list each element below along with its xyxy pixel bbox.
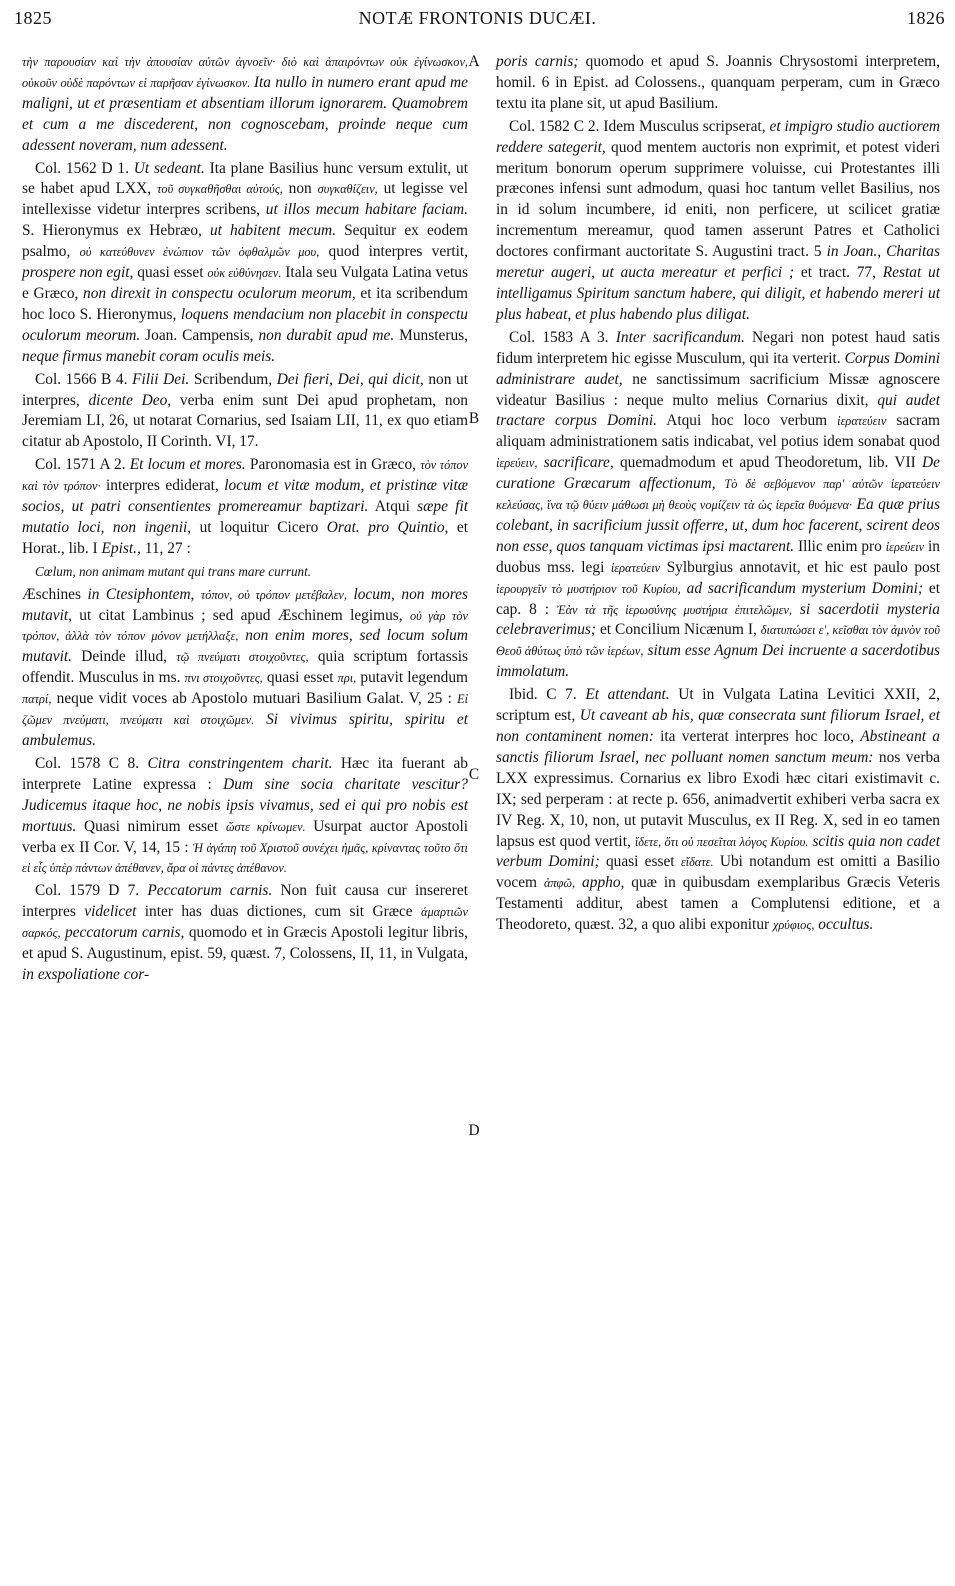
italic-text: non direxit in conspectu oculorum meorum, <box>83 284 356 302</box>
text-run: et cap. 8 : <box>496 579 940 618</box>
italic-text: Si vivimus spiritu, spiritu et ambulemus. <box>22 711 468 749</box>
italic-text: in exspoliatione cor- <box>22 965 150 983</box>
text-run: verba enim sunt Dei apud prophetam, non Jeremiam LI, 26, ut notarat Cornarius, sed Isaiam LII, 11, ex quo etiam citatur ab Apostolo, II Corinth. VI, 17. <box>22 391 468 451</box>
paragraph <box>22 370 468 454</box>
text-run: Sylburgius annotavit, et hic est paulo post <box>660 558 940 576</box>
text-run: 11, 27 : <box>140 539 191 557</box>
italic-text: in Ctesiphontem, <box>87 585 195 603</box>
paragraph <box>22 585 468 752</box>
greek-text: Τὸ δὲ σεβόμενον παρ' αὐτῶν ἱερατεύειν κελεύσας, ἵνα τῷ θύειν μάθωσι μὴ θεοὺς νομίζειν τὰ ὡς ἱερεῖα θυόμενα· <box>496 477 940 513</box>
text-run: putavit legendum <box>356 669 468 687</box>
paragraph <box>496 328 940 683</box>
text-run: et Horat., lib. I <box>22 518 468 557</box>
greek-text: πατρί, <box>22 692 52 707</box>
verse-quotation: Cœlum, non animam mutant qui trans mare currunt. <box>35 563 312 579</box>
greek-text: ἱερεύειν, <box>496 456 538 471</box>
greek-text: πνι στοιχοῦντες, <box>184 671 263 686</box>
italic-text: Abstineant a sanctis filiorum Israel, nec polluant nomen sanctum meum: <box>496 728 941 766</box>
italic-text: Ita nullo in numero erant apud me maligni, ut et præsentiam et absentiam illorum ignorarem. Quamobrem et cum a me discederent, non cognoscebam, proinde neque cum adessent noveram, num adessent. <box>22 73 468 154</box>
text-run: sacram aliquam administrationem satis indicabat, vel potius idem sonabat quod <box>496 412 941 451</box>
greek-text: ἱερεύειν <box>885 539 925 554</box>
text-run: ut loquitur Cicero <box>191 518 327 536</box>
paragraph <box>22 881 468 986</box>
italic-text: neque firmus manebit coram oculis meis. <box>22 347 276 365</box>
text-run: Col. 1571 A 2. <box>35 456 130 474</box>
italic-text: Ea quæ prius colebant, in sacrificium jussit offerre, ut, dum hoc facerent, scirent deos non esse, quos tanquam victimas ipsi mactarent. <box>496 496 940 555</box>
text-run: Col. 1579 D 7. <box>35 882 148 900</box>
italic-text: locum et vitæ modum, et pristinæ vitæ socios, ut patri consentientes promereamur baptizari. <box>22 477 469 516</box>
italic-text: ad sacrificandum mysterium Domini; <box>686 579 924 597</box>
greek-text: ἀπφῶ, <box>543 876 576 891</box>
greek-text: Εἰ ζῶμεν πνεύματι, πνεύματι καὶ στοιχῶμεν. <box>22 692 468 728</box>
text-run: Col. 1578 C 8. <box>35 754 148 772</box>
text-run: Ibid. C 7. <box>509 686 586 704</box>
italic-text: Orat. pro Quintio, <box>326 518 449 536</box>
margin-marker-c: C <box>468 766 480 783</box>
italic-text: Et attendant. <box>585 686 670 704</box>
text-run: interpres ediderat, <box>100 477 225 495</box>
text-run: non <box>282 180 318 198</box>
text-run: neque vidit voces ab Apostolo mutuari Basilium Galat. V, 25 : <box>51 690 458 708</box>
text-run: Col. 1582 C 2. Idem Musculus scripserat, <box>509 117 770 135</box>
italic-text: occultus. <box>818 916 874 934</box>
text-run: quasi esset <box>262 669 338 687</box>
text-run: quæ in quibusdam exemplaribus Græcis Veteris Testamenti additur, abest tamen a Complutensi editione, et a Theodoreto, quæst. 32, a quo alibi exponitur <box>496 874 940 934</box>
greek-text: τὴν παρουσίαν καὶ τὴν ἀπουσίαν αὐτῶν ἀγνοεῖν· διὸ καὶ ἀπαιρόντων οὐκ ἐγίνωσκον, οὐκοῦν οὐδὲ παρόντων εἰ παρῆσαν ἐγίνωσκον. <box>22 55 468 90</box>
text-run: Non fuit causa cur insereret interpres <box>22 882 468 921</box>
left-column <box>22 52 468 986</box>
paragraph <box>22 52 468 157</box>
text-run: quod interpres vertit, <box>319 243 469 261</box>
text-run <box>254 711 266 728</box>
text-run: Scribendum, <box>189 370 277 388</box>
paragraph <box>22 159 468 368</box>
italic-text: si sacerdotii mysteria celebraverimus; <box>496 600 940 639</box>
right-column <box>496 52 940 936</box>
text-run: Paronomasia est in Græco, <box>245 456 421 474</box>
text-run: Illic enim pro <box>794 537 886 555</box>
italic-text: Dum sine socia charitate vescitur? Judicemus itaque hoc, ne nobis ipsis vivamus, sed ei qui pro nobis est mortuus. <box>22 775 468 835</box>
italic-text: De curatione Græcarum affectionum, <box>496 454 940 493</box>
italic-text: qui audet tractare corpus Domini. <box>496 391 940 430</box>
greek-text: εἴδατε. <box>680 855 714 870</box>
italic-text: ut habitent mecum. <box>209 222 336 240</box>
text-run: Deinde illud, <box>72 648 177 666</box>
page-number-left: 1825 <box>14 8 52 28</box>
text-run: quemadmodum et apud Theodoretum, lib. VII <box>613 454 923 472</box>
greek-text: τοῦ συγκαθῆσθαι αὐτούς, <box>157 182 283 197</box>
italic-text: videlicet <box>84 903 137 921</box>
italic-text: Filii Dei. <box>132 370 190 388</box>
greek-text: ὥστε κρίνωμεν. <box>225 819 306 834</box>
paragraph <box>22 455 468 560</box>
text-run: Atqui hoc loco verbum <box>657 412 838 430</box>
italic-text: situm esse Agnum Dei incruente a sacerdotibus immolatum. <box>496 642 941 681</box>
text-run: Col. 1562 D 1. <box>35 159 134 177</box>
text-run: ne sanctissimum sacrificium Missæ agnoscere videatur Basilius : neque multo melius Cornarius dixit, <box>496 370 941 409</box>
greek-text: χρύφιος, <box>773 918 815 933</box>
text-run: quod mentem auctoris non exprimit, et potest videri meritum bonorum operum supprimere voluisse, cui Protestantes illi præcones infensi sunt admodum, quasi hoc tantum vellet Basilius, nos in id solum incumbere, id eniti, non perficere, ut scilicet gratiæ incrementum mereamur, quod tamen asserunt Patres et Catholici doctores confirmant auctoritate S. Augustini tract. 5 <box>496 138 940 261</box>
greek-text: διατυπώσει ε', κεῖσθαι τὸν ἀμνὸν τοῦ Θεοῦ ἀθύτως ὑπὸ τῶν ἱερέων, <box>496 623 941 659</box>
greek-text: ἁμαρτιῶν σαρκός, <box>22 905 468 941</box>
italic-text: prospere non egit, <box>22 264 134 282</box>
running-title: NOTÆ FRONTONIS DUCÆI. <box>358 8 597 28</box>
text-run: Ut in Vulgata Latina Levitici XXII, 2, scriptum est, <box>496 686 940 725</box>
paragraph <box>496 52 940 115</box>
text-run: in duobus mss. legi <box>496 537 940 576</box>
text-run: quomodo et apud S. Joannis Chrysostomi interpretem, homil. 6 in Epist. ad Colossens., quanquam perperam, cum in Græco textu ita plane sit, ut apud Basilium. <box>496 53 940 112</box>
greek-text: ἴδετε, ὅτι οὐ πεσεῖται λόγος Κυρίου. <box>634 834 809 849</box>
greek-text: πρι, <box>337 671 357 686</box>
text-run: et tract. 77, <box>794 264 883 282</box>
italic-text: in Joan., Charitas meretur augeri, ut aucta mereatur et perfici ; <box>496 243 940 282</box>
greek-text: ἱερουργεῖν τὸ μυστήριον τοῦ Κυρίου, <box>496 581 681 596</box>
margin-marker-d: D <box>468 1122 480 1139</box>
italic-text: non durabit apud me. <box>258 326 395 344</box>
italic-text: non enim mores, sed locum solum mutavit. <box>22 627 468 666</box>
text-run: Æschines <box>22 585 88 603</box>
italic-text: Ut sedeant. <box>133 159 205 177</box>
italic-text: peccatorum carnis, <box>64 924 185 942</box>
italic-text: loquens mendacium non placebit in conspectu oculorum meorum. <box>22 305 468 344</box>
text-run: ita verterat interpres hoc loco, <box>653 728 861 745</box>
italic-text: Ut caveant ab his, quæ consecrata sunt filiorum Israel, et non contaminent nomen: <box>496 707 940 745</box>
paragraph <box>22 754 468 879</box>
greek-text: οὐ γὰρ τὸν τρόπον, ἀλλὰ τὸν τόπον μόνον μετήλλαξε, <box>22 608 468 644</box>
text-run: Hæc ita fuerant ab interprete Latine expressa : <box>22 754 468 793</box>
text-run: Joan. Campensis, <box>140 326 259 344</box>
greek-text: ἱερατεύειν <box>837 414 887 429</box>
italic-text: Inter sacrificandum. <box>615 328 745 346</box>
italic-text: et impigro studio auctiorem reddere sategerit, <box>496 117 941 156</box>
text-run: Quasi nimirum esset <box>76 817 226 835</box>
italic-text: Et locum et mores. <box>129 456 246 474</box>
italic-text: Restat ut intelligamus Spiritum sanctum habere, qui diligit, et habendo mereri ut plus habeat, et plus habendo plus diligat. <box>496 264 940 323</box>
italic-text: Peccatorum carnis. <box>147 882 273 900</box>
text-run: et ita scribendum hoc loco S. Hieronymus, <box>22 284 468 323</box>
text-run: Itala seu Vulgata Latina vetus e Græco, <box>22 264 468 302</box>
text-run: ut citat Lambinus ; sed apud Æschinem legimus, <box>72 606 410 624</box>
greek-text: Ἐὰν τὰ τῆς ἱερωσύνης μυστήρια ἐπιτελῶμεν, <box>556 602 792 617</box>
text-run: Munsterus, <box>394 326 468 344</box>
page-header <box>0 8 955 34</box>
text-run: quomodo et in Græcis Apostoli legitur libris, et apud S. Augustinum, epist. 59, quæst. 7, Colossens, II, 11, in Vulgata, <box>22 924 468 963</box>
greek-text: ἱερατεύειν <box>610 560 661 575</box>
text-run: Col. 1566 B 4. <box>35 370 133 388</box>
text-run: inter has duas dictiones, cum sit Græce <box>136 903 422 921</box>
italic-text: appho, <box>582 874 625 892</box>
text-run: Ita plane Basilius hunc versum extulit, ut se habet apud LXX, <box>22 159 468 198</box>
text-run: quasi esset <box>599 853 681 871</box>
text-run: ut legisse vel intellexisse videtur interpres scribens, <box>22 180 469 219</box>
greek-text: τὸν τόπον καὶ τὸν τρόπον· <box>22 458 469 494</box>
greek-text: τόπον, οὐ τρόπον μετέβαλεν, <box>200 587 347 602</box>
text-run: nos verba LXX expressimus. Cornarius ex libro Exodi hæc citari existimavit c. IX; sed perperam : at recte p. 656, animadvertit exhiberi verba sacra ex IV Reg. X, 10, non, ut putavit Musculus, ex II Reg. X, sed in eo tamen lapsus est quod vertit, <box>496 748 940 850</box>
italic-text: sæpe fit mutatio loci, non ingenii, <box>22 498 468 536</box>
greek-text: οὐκ εὐθύνησεν. <box>207 266 282 281</box>
greek-text: Ἡ ἀγάπη τοῦ Χριστοῦ συνέχει ἡμᾶς, κρίναντας τοῦτο ὅτι εἰ εἷς ὑπὲρ πάντων ἀπέθανεν, ἄρα οἱ πάντες ἀπέθανον. <box>22 840 468 876</box>
italic-text: ut illos mecum habitare faciam. <box>265 201 469 219</box>
paragraph <box>496 117 940 326</box>
greek-text: οὐ κατεύθυνεν ἐνώπιον τῶν ὀφθαλμῶν μου, <box>79 245 320 260</box>
text-run: Sequitur ex eodem psalmo, <box>22 222 468 261</box>
text-run <box>575 874 582 891</box>
italic-text: sacrificare, <box>543 454 614 472</box>
greek-text: τῷ πνεύματι στοιχοῦντες, <box>176 650 309 665</box>
italic-text: Dei fieri, Dei, qui dicit, <box>276 370 424 388</box>
italic-text: dicente Deo, <box>88 391 172 409</box>
italic-text: locum, non mores mutavit, <box>22 585 468 624</box>
text-run: Atqui <box>368 498 418 516</box>
text-run: quia scriptum fortassis offendit. Musculus in ms. <box>22 648 468 687</box>
text-run: Ubi notandum est omitti a Basilio vocem <box>496 853 940 892</box>
greek-text: συγκαθίζειν, <box>317 182 378 197</box>
margin-marker-b: B <box>468 410 480 427</box>
italic-text: poris carnis; <box>496 53 579 70</box>
italic-text: Corpus Domini administrare audet, <box>496 349 940 388</box>
text-run: non ut interpres, <box>22 370 468 409</box>
italic-text: Epist., <box>101 539 141 557</box>
page-number-right: 1826 <box>907 8 945 28</box>
margin-marker-a: A <box>468 53 480 70</box>
text-run: Col. 1583 A 3. <box>509 328 616 346</box>
paragraph <box>496 685 940 936</box>
italic-text: scitis quia non cadet verbum Domini; <box>496 832 940 871</box>
text-run: quasi esset <box>133 264 208 282</box>
text-run: et Concilium Nicænum I, <box>596 621 761 639</box>
text-run: S. Hieronymus ex Hebræo, <box>22 222 210 240</box>
text-run: Usurpat auctor Apostoli verba ex II Cor. V, 14, 15 : <box>22 817 468 856</box>
italic-text: Citra constringentem charit. <box>147 754 333 772</box>
text-run: Negari non potest haud satis fidum interpretem hic egisse Musculum, qui ita verterit. <box>496 328 940 367</box>
text-run <box>792 601 800 618</box>
